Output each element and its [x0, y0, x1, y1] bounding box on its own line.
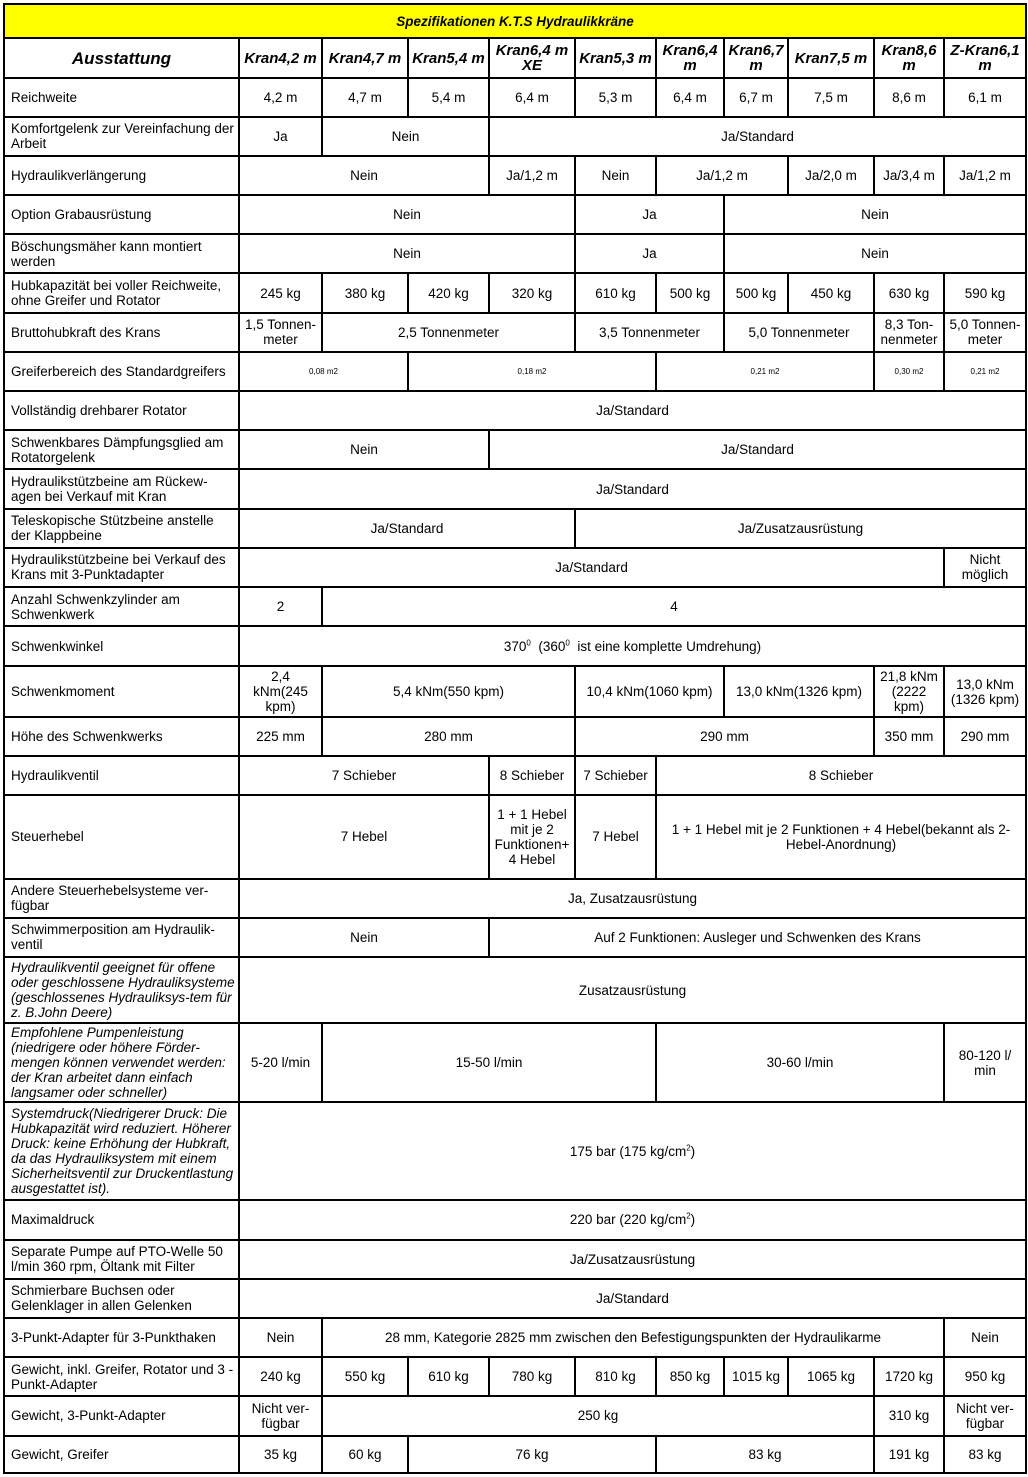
table-cell: Nein [322, 117, 489, 156]
table-cell: Ja/Zusatzausrüstung [239, 1240, 1026, 1279]
table-cell: Ja/Standard [489, 430, 1026, 469]
row-label: Hydraulikstützbeine am Rückew-agen bei Verkauf mit Kran [4, 469, 239, 508]
table-cell: Ja/1,2 m [489, 156, 575, 195]
table-row [4, 1396, 1026, 1435]
row-label: Separate Pumpe auf PTO-Welle 50 l/min 360 rpm, Öltank mit Filter [4, 1240, 239, 1279]
header-model: Kran5,3 m [575, 38, 656, 78]
table-cell: 191 kg [874, 1436, 944, 1473]
table-cell: Nein [724, 195, 1026, 234]
table-cell: 1 + 1 Hebel mit je 2 Funktionen + 4 Hebel(bekannt als 2-Hebel-Anordnung) [656, 795, 1026, 878]
header-row [4, 38, 1026, 78]
table-cell: 320 kg [489, 273, 575, 312]
table-cell: Ja/Standard [239, 469, 1026, 508]
header-model: Kran4,2 m [239, 38, 322, 78]
row-label: Steuerhebel [4, 795, 239, 878]
table-cell: 60 kg [322, 1436, 408, 1473]
table-row [4, 469, 1026, 508]
header-model: Kran7,5 m [788, 38, 874, 78]
table-cell: Nicht ver-fügbar [944, 1396, 1026, 1435]
table-cell: Nein [239, 1318, 322, 1357]
table-cell [239, 1200, 1026, 1239]
table-cell: 7 Schieber [239, 756, 489, 795]
table-cell: 7,5 m [788, 78, 874, 116]
table-cell: 8,3 Ton-nenmeter [874, 313, 944, 352]
row-label: Bruttohubkraft des Krans [4, 313, 239, 352]
table-cell: 5-20 l/min [239, 1023, 322, 1101]
table-cell: 420 kg [408, 273, 489, 312]
table-cell: Nein [239, 918, 489, 957]
table-cell: 5,0 Tonnen-meter [944, 313, 1026, 352]
table-cell: Nicht ver-fügbar [239, 1396, 322, 1435]
table-cell: 500 kg [724, 273, 788, 312]
table-cell: 590 kg [944, 273, 1026, 312]
table-cell: 0,21 m2 [656, 352, 874, 391]
table-cell: Ja/Standard [239, 509, 575, 548]
table-cell: Nein [239, 430, 489, 469]
table-row [4, 313, 1026, 352]
table-cell: 610 kg [575, 273, 656, 312]
table-row [4, 587, 1026, 626]
table-cell: 4,7 m [322, 78, 408, 116]
cell-text: ist eine komplette Umdrehung) [569, 638, 762, 654]
table-cell: 280 mm [322, 717, 575, 756]
table-row [4, 234, 1026, 273]
table-cell: 950 kg [944, 1357, 1026, 1396]
table-cell: 550 kg [322, 1357, 408, 1396]
table-cell: 240 kg [239, 1357, 322, 1396]
table-cell: 225 mm [239, 717, 322, 756]
table-cell [239, 1102, 1026, 1201]
table-cell: 6,7 m [724, 78, 788, 116]
table-row [4, 756, 1026, 795]
table-cell: 7 Hebel [239, 795, 489, 878]
table-cell: Nein [575, 156, 656, 195]
table-cell: Ja/Standard [489, 117, 1026, 156]
cell-text: 175 bar (175 kg/cm [569, 1143, 687, 1159]
row-label: Gewicht, 3-Punkt-Adapter [4, 1396, 239, 1435]
row-label: Gewicht, inkl. Greifer, Rotator und 3 -Punkt-Adapter [4, 1357, 239, 1396]
table-cell: 610 kg [408, 1357, 489, 1396]
row-label: Schwimmerposition am Hydraulik-ventil [4, 918, 239, 957]
table-cell: 1 + 1 Hebel mit je 2 Funktionen+ 4 Hebel [489, 795, 575, 878]
table-cell: Ja/Standard [239, 548, 944, 587]
table-cell: 80-120 l/ min [944, 1023, 1026, 1101]
row-label: Gewicht, Greifer [4, 1436, 239, 1473]
table-cell: 450 kg [788, 273, 874, 312]
table-row [4, 918, 1026, 957]
table-cell: Zusatzausrüstung [239, 957, 1026, 1023]
table-cell: 0,30 m2 [874, 352, 944, 391]
table-cell: 3,5 Tonnenmeter [575, 313, 724, 352]
table-cell: 350 mm [874, 717, 944, 756]
table-row [4, 548, 1026, 587]
superscript: 2 [686, 1143, 691, 1153]
row-label: Schwenkbares Dämpfungsglied am Rotatorgelenk [4, 430, 239, 469]
table-cell: 0,18 m2 [408, 352, 656, 391]
row-label: Systemdruck(Niedrigerer Druck: Die Hubkapazität wird reduziert. Höherer Druck: keine Erhöhung der Hubkraft, da das Hydrauliksystem mit einem Sicherheitsventil zur Druckentlastung ausgestattet ist). [4, 1102, 239, 1201]
table-cell: 5,0 Tonnenmeter [724, 313, 874, 352]
table-row [4, 352, 1026, 391]
table-cell: Nicht möglich [944, 548, 1026, 587]
superscript: 0 [526, 638, 531, 648]
table-cell: 0,08 m2 [239, 352, 408, 391]
table-cell: 5,3 m [575, 78, 656, 116]
table-cell: 1015 kg [724, 1357, 788, 1396]
table-cell: 8 Schieber [489, 756, 575, 795]
page-title: Spezifikationen K.T.S Hydraulikkräne [4, 4, 1026, 38]
table-cell: 0,21 m2 [944, 352, 1026, 391]
table-cell: 8,6 m [874, 78, 944, 116]
table-cell [239, 626, 1026, 666]
table-row [4, 879, 1026, 918]
table-row [4, 1023, 1026, 1101]
table-cell: 8 Schieber [656, 756, 1026, 795]
spec-sheet [3, 3, 1025, 1474]
table-cell: 810 kg [575, 1357, 656, 1396]
table-cell: Nein [239, 156, 489, 195]
table-cell: 7 Schieber [575, 756, 656, 795]
table-row [4, 1318, 1026, 1357]
row-label: Hydraulikventil [4, 756, 239, 795]
table-cell: 780 kg [489, 1357, 575, 1396]
row-label: Maximaldruck [4, 1200, 239, 1239]
table-cell: 2,4 kNm(245 kpm) [239, 666, 322, 716]
table-cell: 35 kg [239, 1436, 322, 1473]
row-label: Anzahl Schwenkzylinder am Schwenkwerk [4, 587, 239, 626]
row-label: Vollständig drehbarer Rotator [4, 391, 239, 430]
table-cell: 250 kg [322, 1396, 874, 1435]
table-cell: 4 [322, 587, 1026, 626]
table-cell: 850 kg [656, 1357, 724, 1396]
row-label: Hydraulikstützbeine bei Verkauf des Krans mit 3-Punktadapter [4, 548, 239, 587]
table-cell: Ja/2,0 m [788, 156, 874, 195]
table-cell: 1065 kg [788, 1357, 874, 1396]
table-cell: 310 kg [874, 1396, 944, 1435]
cell-text: ) [690, 1143, 696, 1159]
table-cell: Nein [724, 234, 1026, 273]
row-label: Hydraulikventil geeignet für offene oder geschlossene Hydrauliksysteme (geschlossenes Hydrauliksys-tem für z. B.John Deere) [4, 957, 239, 1023]
table-row [4, 795, 1026, 878]
table-cell: Auf 2 Funktionen: Ausleger und Schwenken des Krans [489, 918, 1026, 957]
table-row [4, 430, 1026, 469]
row-label: Andere Steuerhebelsysteme ver-fügbar [4, 879, 239, 918]
table-cell: 630 kg [874, 273, 944, 312]
row-label: Schwenkwinkel [4, 626, 239, 666]
table-cell: Nein [239, 234, 575, 273]
table-cell: 1720 kg [874, 1357, 944, 1396]
table-row [4, 391, 1026, 430]
row-label: Schmierbare Buchsen oder Gelenklager in allen Gelenken [4, 1279, 239, 1318]
header-model: Z-Kran6,1 m [944, 38, 1026, 78]
table-cell: 28 mm, Kategorie 2825 mm zwischen den Befestigungspunkten der Hydraulikarme [322, 1318, 944, 1357]
table-row [4, 78, 1026, 116]
header-model: Kran6,7 m [724, 38, 788, 78]
table-row [4, 509, 1026, 548]
table-cell: 2,5 Tonnenmeter [322, 313, 575, 352]
header-label: Ausstattung [4, 38, 239, 78]
table-row [4, 957, 1026, 1023]
table-cell: 13,0 kNm(1326 kpm) [724, 666, 874, 716]
table-row [4, 1102, 1026, 1201]
table-cell: Ja/1,2 m [656, 156, 788, 195]
table-row [4, 156, 1026, 195]
table-cell: 10,4 kNm(1060 kpm) [575, 666, 724, 716]
table-row [4, 1357, 1026, 1396]
header-model: Kran6,4 m XE [489, 38, 575, 78]
table-cell: 4,2 m [239, 78, 322, 116]
table-cell: Ja/1,2 m [944, 156, 1026, 195]
table-cell: 15-50 l/min [322, 1023, 656, 1101]
table-cell: Ja/Standard [239, 1279, 1026, 1318]
row-label: Komfortgelenk zur Vereinfachung der Arbeit [4, 117, 239, 156]
table-cell: 245 kg [239, 273, 322, 312]
table-row [4, 195, 1026, 234]
table-cell: Ja/Zusatzausrüstung [575, 509, 1026, 548]
table-cell: Ja, Zusatzausrüstung [239, 879, 1026, 918]
table-cell: Ja [575, 195, 724, 234]
row-label: Option Grabausrüstung [4, 195, 239, 234]
row-label: Schwenkmoment [4, 666, 239, 716]
table-cell: Ja [575, 234, 724, 273]
table-cell: 290 mm [575, 717, 874, 756]
table-row [4, 1436, 1026, 1473]
row-label: Teleskopische Stützbeine anstelle der Klappbeine [4, 509, 239, 548]
header-model: Kran6,4 m [656, 38, 724, 78]
row-label: 3-Punkt-Adapter für 3-Punkthaken [4, 1318, 239, 1357]
table-row [4, 717, 1026, 756]
table-row [4, 1240, 1026, 1279]
table-cell: 6,4 m [489, 78, 575, 116]
table-cell: Ja/3,4 m [874, 156, 944, 195]
table-cell: 76 kg [408, 1436, 656, 1473]
table-cell: Ja/Standard [239, 391, 1026, 430]
table-row [4, 1279, 1026, 1318]
cell-text: 370 [503, 638, 527, 654]
table-cell: Nein [239, 195, 575, 234]
row-label: Höhe des Schwenkwerks [4, 717, 239, 756]
cell-text: 220 bar (220 kg/cm [569, 1212, 687, 1228]
table-cell: 13,0 kNm (1326 kpm) [944, 666, 1026, 716]
table-cell: 6,4 m [656, 78, 724, 116]
spec-table [3, 3, 1027, 1474]
table-row [4, 117, 1026, 156]
table-cell: 30-60 l/min [656, 1023, 944, 1101]
table-cell: 290 mm [944, 717, 1026, 756]
cell-text: ) [690, 1212, 696, 1228]
cell-text: (360 [530, 638, 566, 654]
table-cell: 21,8 kNm (2222 kpm) [874, 666, 944, 716]
table-cell: Nein [944, 1318, 1026, 1357]
table-cell: 2 [239, 587, 322, 626]
table-cell: 83 kg [656, 1436, 874, 1473]
superscript: 0 [565, 638, 570, 648]
table-cell: 5,4 kNm(550 kpm) [322, 666, 575, 716]
table-cell: Ja [239, 117, 322, 156]
table-cell: 7 Hebel [575, 795, 656, 878]
row-label: Hydraulikverlängerung [4, 156, 239, 195]
header-model: Kran5,4 m [408, 38, 489, 78]
header-model: Kran8,6 m [874, 38, 944, 78]
table-cell: 5,4 m [408, 78, 489, 116]
table-row [4, 666, 1026, 716]
table-cell: 380 kg [322, 273, 408, 312]
row-label: Reichweite [4, 78, 239, 116]
table-cell: 500 kg [656, 273, 724, 312]
row-label: Hubkapazität bei voller Reichweite, ohne Greifer und Rotator [4, 273, 239, 312]
table-row [4, 626, 1026, 666]
table-cell: 1,5 Tonnen-meter [239, 313, 322, 352]
table-row [4, 1200, 1026, 1239]
superscript: 2 [686, 1211, 691, 1221]
row-label: Greiferbereich des Standardgreifers [4, 352, 239, 391]
table-cell: 6,1 m [944, 78, 1026, 116]
table-cell: 83 kg [944, 1436, 1026, 1473]
header-model: Kran4,7 m [322, 38, 408, 78]
row-label: Empfohlene Pumpenleistung (niedrigere oder höhere Förder-mengen können verwendet werden: der Kran arbeitet dann einfach langsamer oder schneller) [4, 1023, 239, 1101]
row-label: Böschungsmäher kann montiert werden [4, 234, 239, 273]
table-row [4, 273, 1026, 312]
